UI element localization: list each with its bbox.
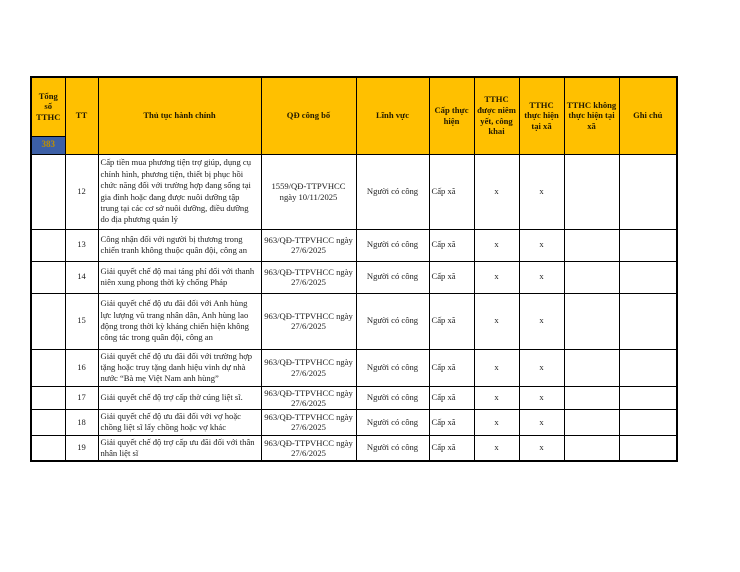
- note-cell: [619, 293, 677, 349]
- table-row: [31, 435, 677, 461]
- table-row: [31, 349, 677, 386]
- note-cell: [619, 386, 677, 409]
- field-value: Người có công: [356, 349, 429, 386]
- col-header-tt: TT: [65, 77, 98, 154]
- field-value: Người có công: [356, 409, 429, 435]
- not-done-at-commune-mark: [564, 349, 619, 386]
- procedure-name: Công nhận đối với người bị thương trong chiến tranh không thuộc quân đội, công an: [98, 229, 261, 261]
- field-value: Người có công: [356, 435, 429, 461]
- done-at-commune-mark: x: [519, 435, 564, 461]
- procedure-name: Giải quyết chế độ ưu đãi đối với vợ hoặc chồng liệt sĩ lấy chồng hoặc vợ khác: [98, 409, 261, 435]
- field-value: Người có công: [356, 386, 429, 409]
- total-col-cell: [31, 409, 65, 435]
- note-cell: [619, 261, 677, 293]
- col-header-note: Ghi chú: [619, 77, 677, 154]
- table-row: [31, 409, 677, 435]
- table-row: [31, 261, 677, 293]
- decision-ref: 963/QĐ-TTPVHCC ngày 27/6/2025: [261, 261, 356, 293]
- note-cell: [619, 435, 677, 461]
- total-col-cell: [31, 229, 65, 261]
- table-row: [31, 386, 677, 409]
- level-value: Cấp xã: [429, 229, 474, 261]
- procedure-name: Giải quyết chế độ trợ cấp ưu đãi đối với thân nhân liệt sĩ: [98, 435, 261, 461]
- level-value: Cấp xã: [429, 435, 474, 461]
- note-cell: [619, 409, 677, 435]
- col-header-procedure: Thủ tục hành chính: [98, 77, 261, 154]
- posted-public-mark: x: [474, 229, 519, 261]
- col-header-done-at-commune: TTHC thực hiện tại xã: [519, 77, 564, 154]
- header-row: [31, 77, 677, 136]
- total-col-cell: [31, 386, 65, 409]
- col-header-posted-public: TTHC được niêm yết, công khai: [474, 77, 519, 154]
- posted-public-mark: x: [474, 261, 519, 293]
- row-number: 19: [65, 435, 98, 461]
- col-header-total-tthc: Tổng số TTHC: [31, 77, 65, 136]
- posted-public-mark: x: [474, 386, 519, 409]
- not-done-at-commune-mark: [564, 261, 619, 293]
- level-value: Cấp xã: [429, 293, 474, 349]
- row-number: 13: [65, 229, 98, 261]
- procedure-name: Giải quyết chế độ ưu đãi đối với trường hợp tặng hoặc truy tặng danh hiệu vinh dự nhà nước “Bà mẹ Việt Nam anh hùng”: [98, 349, 261, 386]
- procedure-name: Cấp tiền mua phương tiện trợ giúp, dụng cụ chỉnh hình, phương tiện, thiết bị phục hồi chức năng đối với trường hợp đang sống tại gia đình hoặc đang được nuôi dưỡng tập trung tại các cơ sở nuôi dưỡng, điều dưỡng do địa phương quản lý: [98, 154, 261, 229]
- table-row: [31, 229, 677, 261]
- col-header-decision: QĐ công bố: [261, 77, 356, 154]
- total-col-cell: [31, 349, 65, 386]
- not-done-at-commune-mark: [564, 229, 619, 261]
- level-value: Cấp xã: [429, 261, 474, 293]
- total-col-cell: [31, 261, 65, 293]
- decision-ref: 963/QĐ-TTPVHCC ngày 27/6/2025: [261, 229, 356, 261]
- col-header-not-done-at-commune: TTHC không thực hiện tại xã: [564, 77, 619, 154]
- table-row: [31, 293, 677, 349]
- done-at-commune-mark: x: [519, 261, 564, 293]
- not-done-at-commune-mark: [564, 154, 619, 229]
- note-cell: [619, 349, 677, 386]
- row-number: 12: [65, 154, 98, 229]
- table-row: [31, 154, 677, 229]
- total-col-cell: [31, 435, 65, 461]
- posted-public-mark: x: [474, 409, 519, 435]
- note-cell: [619, 229, 677, 261]
- decision-ref: 963/QĐ-TTPVHCC ngày 27/6/2025: [261, 386, 356, 409]
- level-value: Cấp xã: [429, 409, 474, 435]
- total-col-cell: [31, 154, 65, 229]
- not-done-at-commune-mark: [564, 293, 619, 349]
- procedure-name: Giải quyết chế độ trợ cấp thờ cúng liệt sĩ.: [98, 386, 261, 409]
- done-at-commune-mark: x: [519, 409, 564, 435]
- not-done-at-commune-mark: [564, 409, 619, 435]
- decision-ref: 963/QĐ-TTPVHCC ngày 27/6/2025: [261, 293, 356, 349]
- field-value: Người có công: [356, 229, 429, 261]
- procedure-name: Giải quyết chế độ mai táng phí đối với thanh niên xung phong thời kỳ chống Pháp: [98, 261, 261, 293]
- row-number: 15: [65, 293, 98, 349]
- not-done-at-commune-mark: [564, 435, 619, 461]
- done-at-commune-mark: x: [519, 293, 564, 349]
- posted-public-mark: x: [474, 349, 519, 386]
- decision-ref: 963/QĐ-TTPVHCC ngày 27/6/2025: [261, 409, 356, 435]
- row-number: 14: [65, 261, 98, 293]
- level-value: Cấp xã: [429, 386, 474, 409]
- level-value: Cấp xã: [429, 349, 474, 386]
- row-number: 16: [65, 349, 98, 386]
- field-value: Người có công: [356, 261, 429, 293]
- field-value: Người có công: [356, 293, 429, 349]
- admin-procedures-table: [30, 76, 678, 462]
- admin-procedures-table-container: [30, 76, 678, 462]
- col-header-field: Lĩnh vực: [356, 77, 429, 154]
- note-cell: [619, 154, 677, 229]
- done-at-commune-mark: x: [519, 386, 564, 409]
- done-at-commune-mark: x: [519, 154, 564, 229]
- field-value: Người có công: [356, 154, 429, 229]
- total-tthc-value: 383: [31, 136, 65, 154]
- row-number: 18: [65, 409, 98, 435]
- level-value: Cấp xã: [429, 154, 474, 229]
- posted-public-mark: x: [474, 435, 519, 461]
- posted-public-mark: x: [474, 293, 519, 349]
- total-col-cell: [31, 293, 65, 349]
- decision-ref: 963/QĐ-TTPVHCC ngày 27/6/2025: [261, 435, 356, 461]
- row-number: 17: [65, 386, 98, 409]
- not-done-at-commune-mark: [564, 386, 619, 409]
- decision-ref: 963/QĐ-TTPVHCC ngày 27/6/2025: [261, 349, 356, 386]
- done-at-commune-mark: x: [519, 349, 564, 386]
- procedure-name: Giải quyết chế độ ưu đãi đối với Anh hùng lực lượng vũ trang nhân dân, Anh hùng lao động trong thời kỳ kháng chiến hiện không công tác trong quân đội, công an: [98, 293, 261, 349]
- col-header-level: Cấp thực hiện: [429, 77, 474, 154]
- done-at-commune-mark: x: [519, 229, 564, 261]
- decision-ref: 1559/QĐ-TTPVHCC ngày 10/11/2025: [261, 154, 356, 229]
- posted-public-mark: x: [474, 154, 519, 229]
